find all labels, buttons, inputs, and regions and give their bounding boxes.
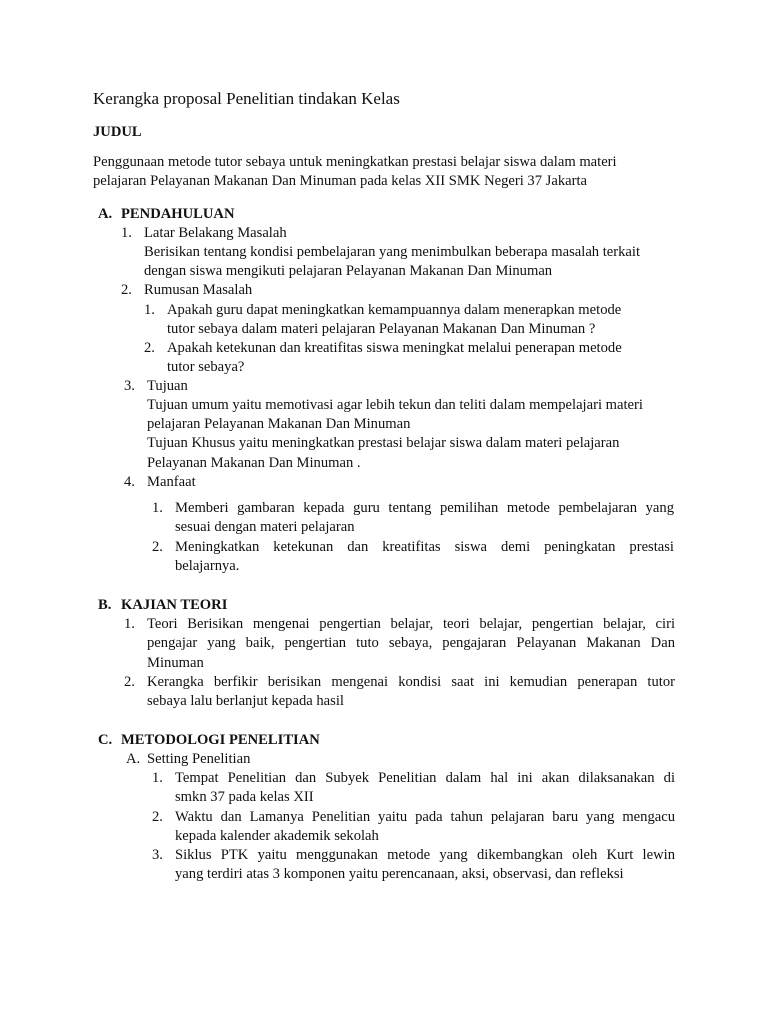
manfaat-1-line-1: Memberi gambaran kepada guru tentang pemilihan metode pembelajaran yang: [175, 500, 674, 516]
latar-belakang-label: Latar Belakang Masalah: [144, 225, 287, 241]
kerangka-line-1: Kerangka berfikir berisikan mengenai kondisi saat ini kemudian penerapan tutor: [147, 674, 675, 690]
item-number: 1.: [121, 225, 132, 241]
item-number: 3.: [124, 378, 135, 394]
subitem-number: 2.: [144, 340, 155, 356]
manfaat-2-line-2: belajarnya.: [175, 558, 240, 574]
subitem-number: 1.: [152, 500, 163, 516]
tujuan-line-4: Pelayanan Makanan Dan Minuman .: [147, 455, 361, 471]
tujuan-line-2: pelajaran Pelayanan Makanan Dan Minuman: [147, 416, 411, 432]
section-b-heading: KAJIAN TEORI: [121, 597, 228, 613]
manfaat-1-line-2: sesuai dengan materi pelajaran: [175, 519, 355, 535]
item-number: 2.: [124, 674, 135, 690]
tempat-line-2: smkn 37 pada kelas XII: [175, 789, 314, 805]
subitem-number: 1.: [144, 302, 155, 318]
tujuan-label: Tujuan: [147, 378, 188, 394]
subitem-number: 1.: [152, 770, 163, 786]
subitem-number: 2.: [152, 539, 163, 555]
item-number: 2.: [121, 282, 132, 298]
manfaat-label: Manfaat: [147, 474, 196, 490]
teori-line-3: Minuman: [147, 655, 204, 671]
rumusan-masalah-label: Rumusan Masalah: [144, 282, 253, 298]
rumusan-q2-line-1: Apakah ketekunan dan kreatifitas siswa meningkat melalui penerapan metode: [167, 340, 622, 356]
teori-line-1: Teori Berisikan mengenai pengertian belajar, teori belajar, pengertian belajar, ciri: [147, 616, 675, 632]
waktu-line-2: kepada kalender akademik sekolah: [175, 828, 379, 844]
kerangka-line-2: sebaya lalu berlanjut kepada hasil: [147, 693, 344, 709]
rumusan-q2-line-2: tutor sebaya?: [167, 359, 245, 375]
latar-belakang-line-2: dengan siswa mengikuti pelajaran Pelayanan Makanan Dan Minuman: [144, 263, 553, 279]
item-number: 1.: [124, 616, 135, 632]
document-title: Kerangka proposal Penelitian tindakan Kelas: [93, 89, 400, 108]
judul-line-1: Penggunaan metode tutor sebaya untuk meningkatkan prestasi belajar siswa dalam materi: [93, 154, 617, 170]
section-a-marker: A.: [98, 206, 113, 222]
rumusan-q1-line-2: tutor sebaya dalam materi pelajaran Pelayanan Makanan Dan Minuman ?: [167, 321, 596, 337]
subsection-marker: A.: [126, 751, 141, 767]
waktu-line-1: Waktu dan Lamanya Penelitian yaitu pada tahun pelajaran baru yang mengacu: [175, 809, 675, 825]
judul-line-2: pelajaran Pelayanan Makanan Dan Minuman pada kelas XII SMK Negeri 37 Jakarta: [93, 173, 587, 189]
siklus-line-2: yang terdiri atas 3 komponen yaitu perencanaan, aksi, observasi, dan refleksi: [175, 866, 624, 882]
subitem-number: 3.: [152, 847, 163, 863]
teori-line-2: pengajar yang baik, pengertian tuto sebaya, pengajaran Pelayanan Makanan Dan: [147, 635, 675, 651]
judul-heading: JUDUL: [93, 124, 142, 140]
rumusan-q1-line-1: Apakah guru dapat meningkatkan kemampuannya dalam menerapkan metode: [167, 302, 622, 318]
setting-penelitian-label: Setting Penelitian: [147, 751, 251, 767]
tempat-line-1: Tempat Penelitian dan Subyek Penelitian dalam hal ini akan dilaksanakan di: [175, 770, 675, 786]
siklus-line-1: Siklus PTK yaitu menggunakan metode yang dikembangkan oleh Kurt lewin: [175, 847, 675, 863]
latar-belakang-line-1: Berisikan tentang kondisi pembelajaran yang menimbulkan beberapa masalah terkait: [144, 244, 641, 260]
section-b-marker: B.: [98, 597, 112, 613]
section-c-marker: C.: [98, 732, 113, 748]
subitem-number: 2.: [152, 809, 163, 825]
tujuan-line-3: Tujuan Khusus yaitu meningkatkan prestasi belajar siswa dalam materi pelajaran: [147, 435, 620, 451]
tujuan-line-1: Tujuan umum yaitu memotivasi agar lebih tekun dan teliti dalam mempelajari materi: [147, 397, 643, 413]
manfaat-2-line-1: Meningkatkan ketekunan dan kreatifitas siswa demi peningkatan prestasi: [175, 539, 674, 555]
section-a-heading: PENDAHULUAN: [121, 206, 235, 222]
item-number: 4.: [124, 474, 135, 490]
section-c-heading: METODOLOGI PENELITIAN: [121, 732, 320, 748]
